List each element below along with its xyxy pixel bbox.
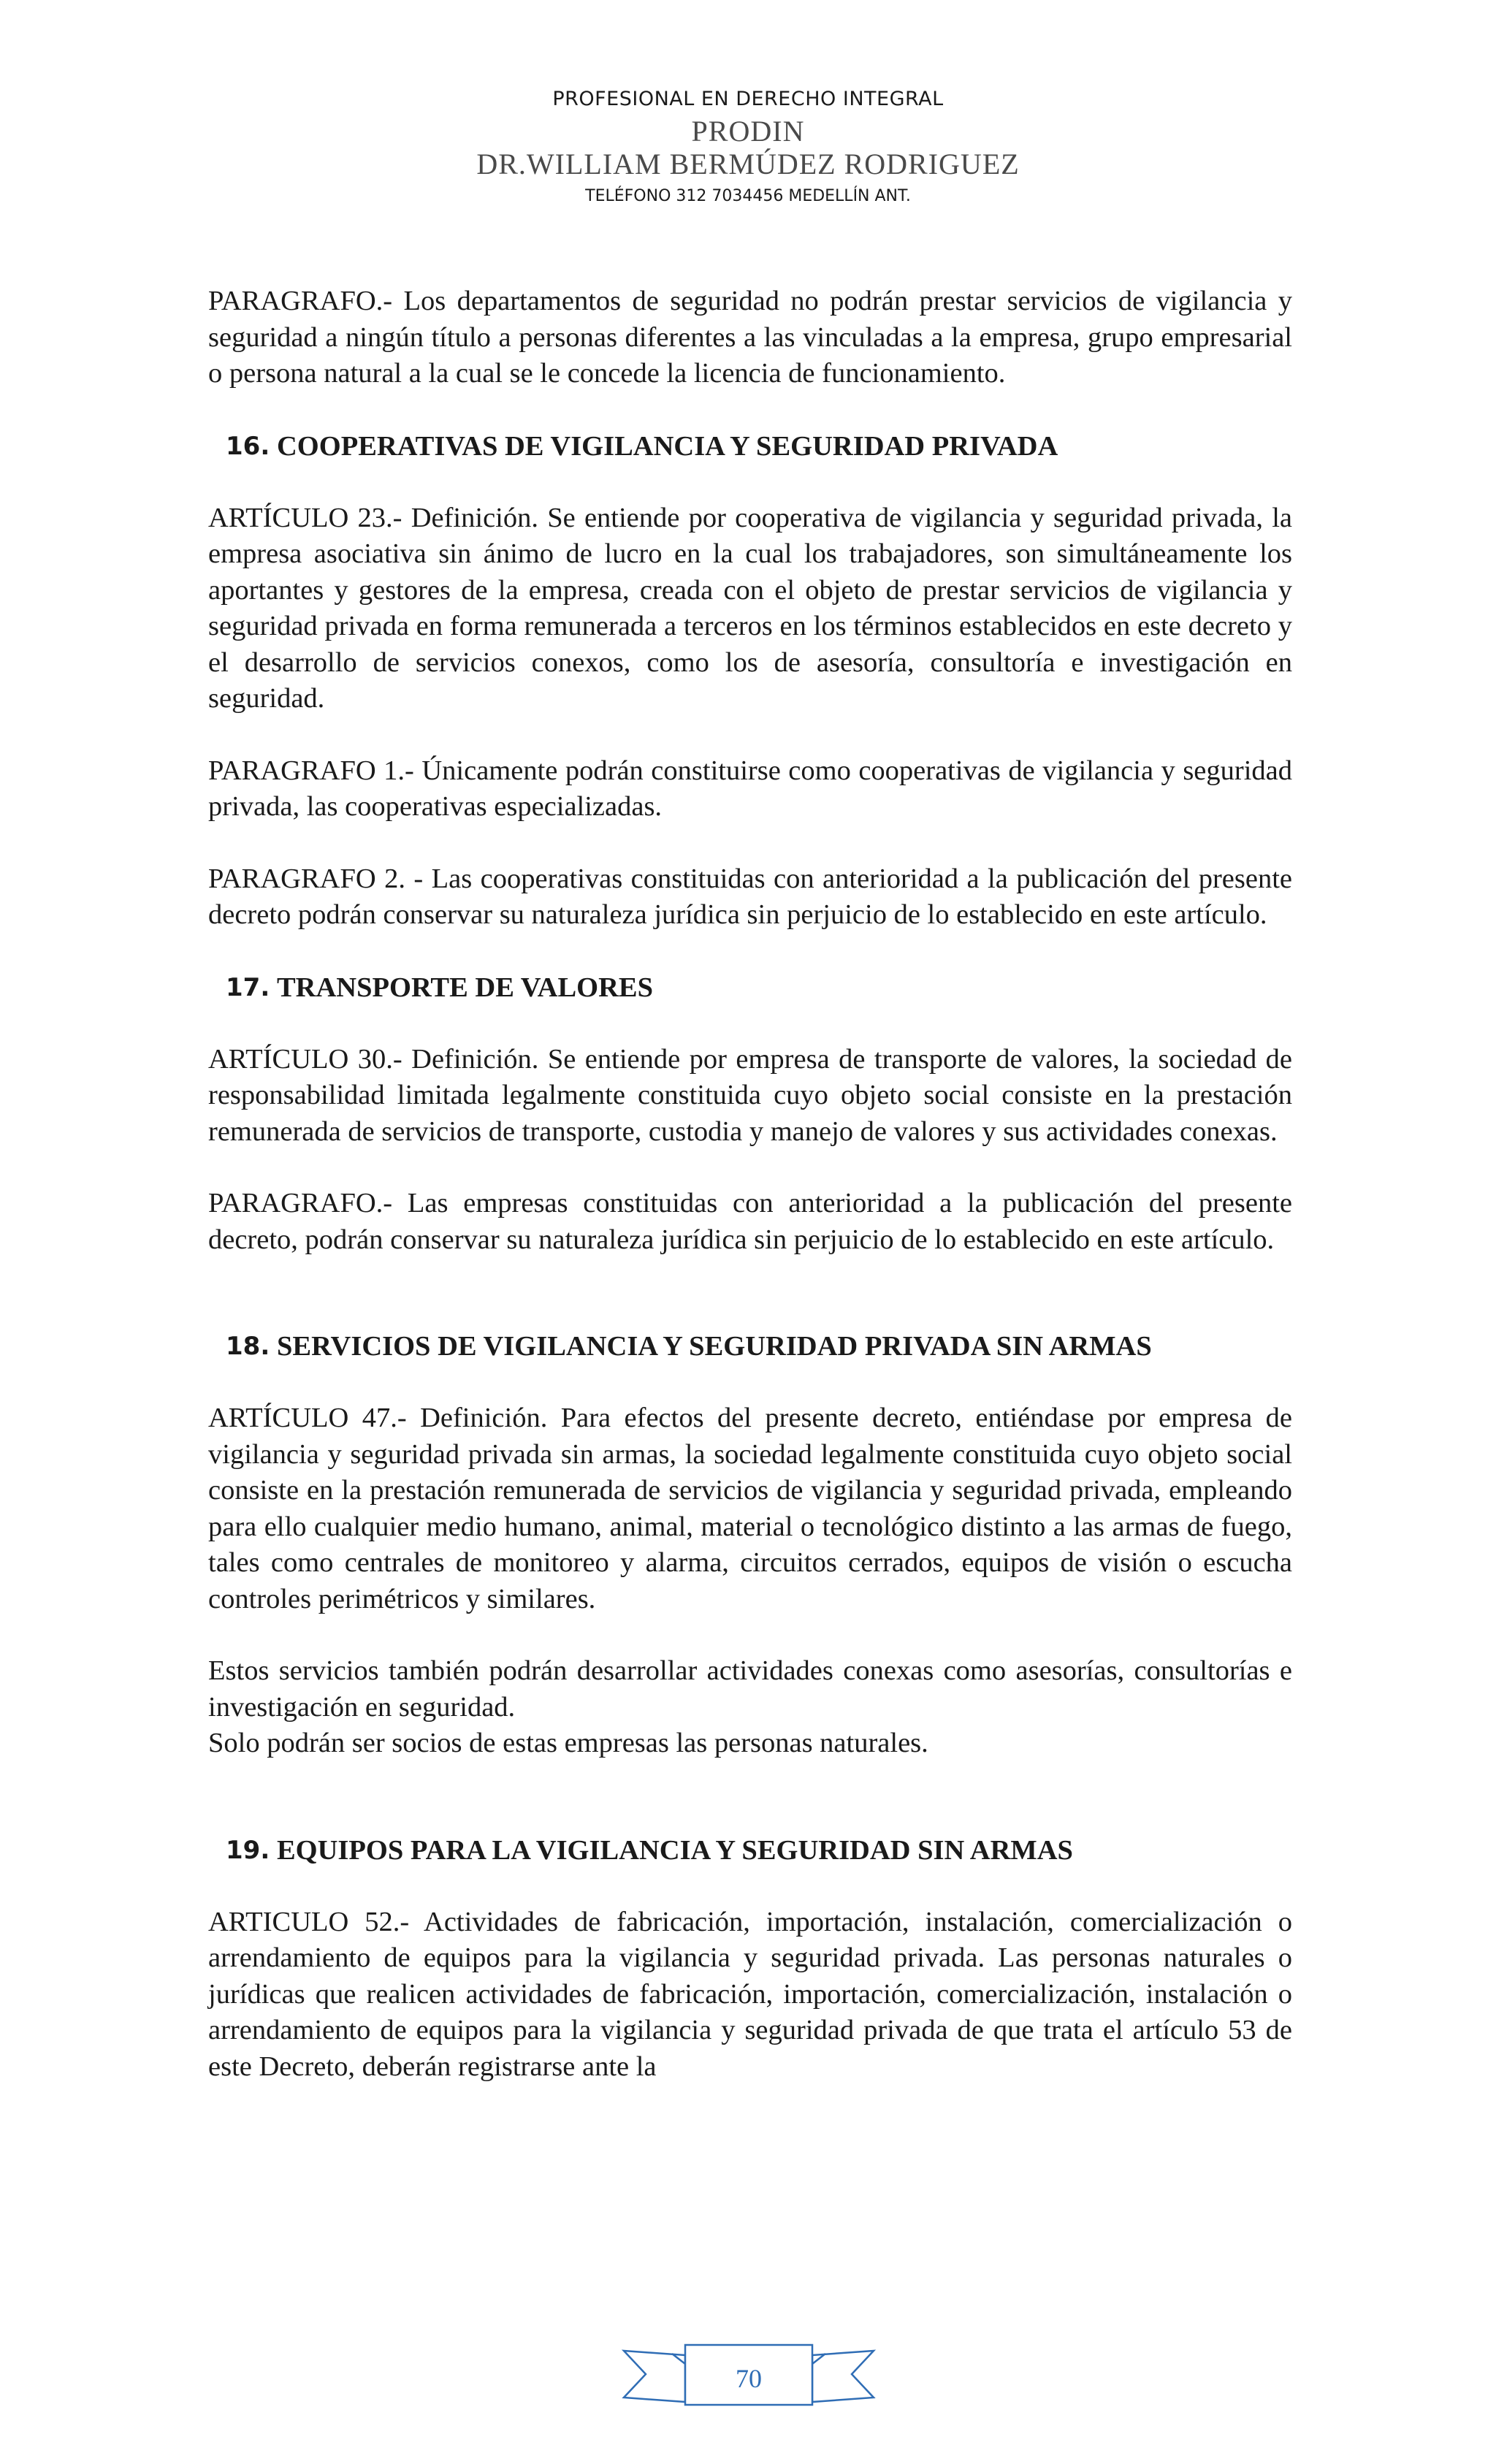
document-body xyxy=(208,283,1292,2085)
section-title: COOPERATIVAS DE VIGILANCIA Y SEGURIDAD PRIVADA xyxy=(277,430,1058,462)
page-header xyxy=(0,86,1496,209)
paragraph: ARTÍCULO 30.- Definición. Se entiende por empresa de transporte de valores, la sociedad de responsabilidad limitada legalmente constituida cuyo objeto social consiste en la prestación remunerada de servicios de transporte, custodia y manejo de valores y sus actividades conexas. xyxy=(208,1043,1292,1147)
paragraph: PARAGRAFO 2. - Las cooperativas constituidas con anterioridad a la publicación del presente decreto podrán conservar su naturaleza jurídica sin perjuicio de lo establecido en este artículo. xyxy=(208,863,1292,930)
header-line-1: PROFESIONAL EN DERECHO INTEGRAL xyxy=(552,88,944,110)
paragraph: Solo podrán ser socios de estas empresas las personas naturales. xyxy=(208,1728,928,1758)
section-title: TRANSPORTE DE VALORES xyxy=(277,972,653,1003)
section-heading-19 xyxy=(208,1832,1292,1869)
paragraph: PARAGRAFO.- Los departamentos de seguridad no podrán prestar servicios de vigilancia y seguridad a ningún título a personas diferentes a las vinculadas a la empresa, grupo empresarial o persona natural a la cual se le concede la licencia de funcionamiento. xyxy=(208,286,1292,389)
paragraph: ARTÍCULO 23.- Definición. Se entiende por cooperativa de vigilancia y seguridad privada, la empresa asociativa sin ánimo de lucro en la cual los trabajadores, son simultáneamente los aportantes y gestores de la empresa, creada con el objeto de prestar servicios de vigilancia y seguridad privada en forma remunerada a terceros en los términos establecidos en este decreto y el desarrollo de servicios conexos, como los de asesoría, consultoría e investigación en seguridad. xyxy=(208,502,1292,714)
paragraph: PARAGRAFO.- Las empresas constituidas con anterioridad a la publicación del presente decreto, podrán conservar su naturaleza jurídica sin perjuicio de lo establecido en este artículo. xyxy=(208,1188,1292,1255)
paragraph: ARTICULO 52.- Actividades de fabricación, importación, instalación, comercialización o arrendamiento de equipos para la vigilancia y seguridad privada. Las personas naturales o jurídicas que realicen actividades de fabricación, importación, comercialización, instalación o arrendamiento de equipos para la vigilancia y seguridad privada de que trata el artículo 53 de este Decreto, deberán registrarse ante la xyxy=(208,1906,1292,2082)
page-footer xyxy=(621,2338,877,2418)
header-line-4: TELÉFONO 312 7034456 MEDELLÍN ANT. xyxy=(585,187,911,205)
section-title: EQUIPOS PARA LA VIGILANCIA Y SEGURIDAD SIN ARMAS xyxy=(277,1834,1073,1866)
page-number: 70 xyxy=(736,2364,762,2393)
paragraph: Estos servicios también podrán desarrollar actividades conexas como asesorías, consultorías e investigación en seguridad. xyxy=(208,1655,1292,1723)
header-line-3: DR.WILLIAM BERMÚDEZ RODRIGUEZ xyxy=(476,148,1020,180)
section-number: 16. xyxy=(226,431,270,461)
header-line-2: PRODIN xyxy=(691,115,805,148)
section-number: 18. xyxy=(226,1332,270,1361)
section-heading-18 xyxy=(208,1328,1292,1365)
paragraph: ARTÍCULO 47.- Definición. Para efectos del presente decreto, entiéndase por empresa de vigilancia y seguridad privada sin armas, la sociedad legalmente constituida cuyo objeto social consiste en la prestación remunerada de servicios de vigilancia y seguridad privada, empleando para ello cualquier medio humano, animal, material o tecnológico distinto a las armas de fuego, tales como centrales de monitoreo y alarma, circuitos cerrados, equipos de visión o escucha controles perimétricos y similares. xyxy=(208,1403,1292,1614)
paragraph: PARAGRAFO 1.- Únicamente podrán constituirse como cooperativas de vigilancia y seguridad privada, las cooperativas especializadas. xyxy=(208,755,1292,822)
section-number: 17. xyxy=(226,972,270,1002)
section-title: SERVICIOS DE VIGILANCIA Y SEGURIDAD PRIVADA SIN ARMAS xyxy=(277,1331,1152,1362)
section-number: 19. xyxy=(226,1835,270,1865)
section-heading-16 xyxy=(208,428,1292,465)
section-heading-17 xyxy=(208,969,1292,1006)
